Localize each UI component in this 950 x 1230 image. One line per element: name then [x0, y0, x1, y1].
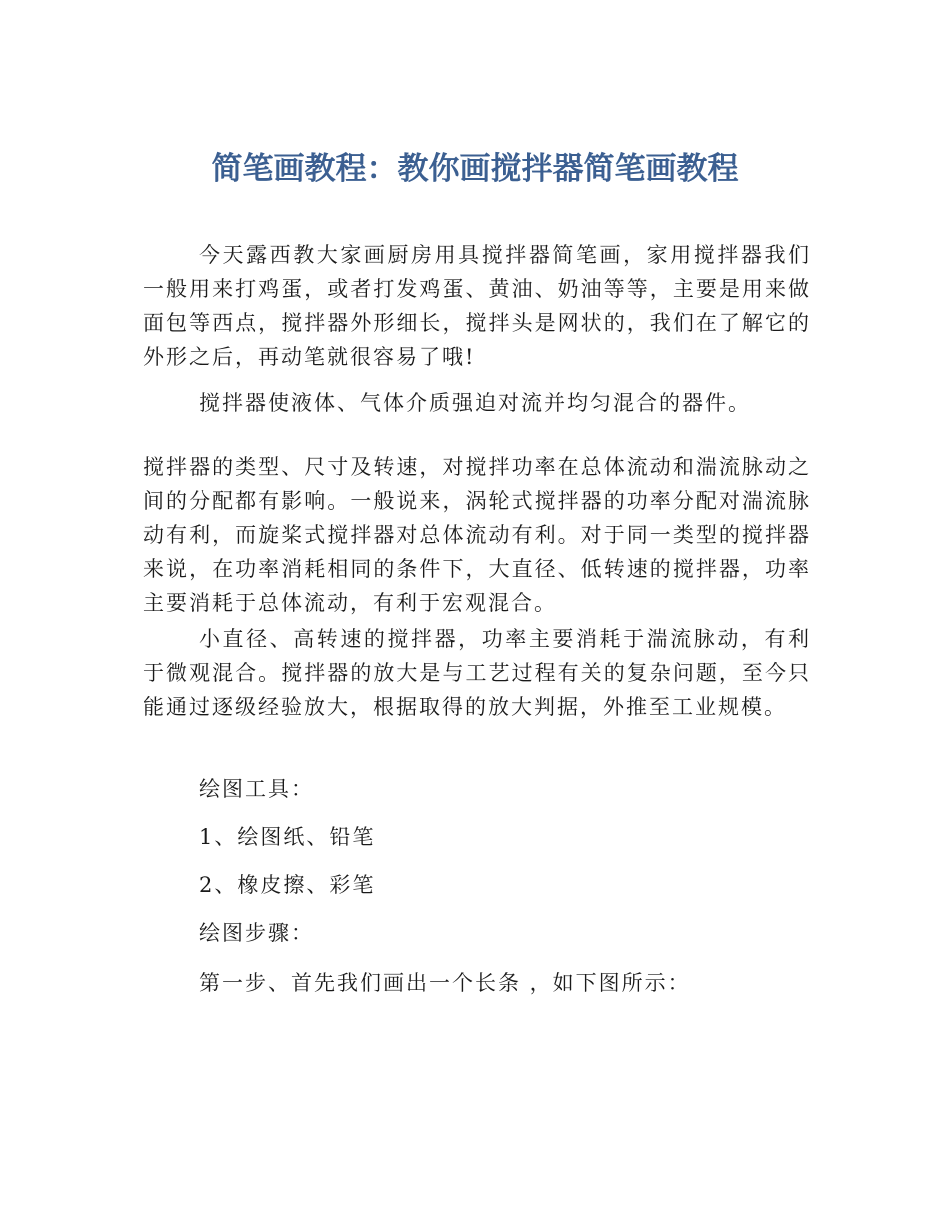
paragraph-steps-heading: 绘图步骤：	[199, 921, 314, 945]
paragraph-step-1: 第一步、首先我们画出一个长条 ，如下图所示：	[199, 971, 691, 995]
paragraph-intro: 今天露西教大家画厨房用具搅拌器简笔画，家用搅拌器我们一般用来打鸡蛋，或者打发鸡蛋、黄油、奶油等等，主要是用来做面包等西点，搅拌器外形细长，搅拌头是网状的，我们在了解它的外形之后，再动笔就很容易了哦!	[143, 243, 811, 369]
paragraph-types: 搅拌器的类型、尺寸及转速，对搅拌功率在总体流动和湍流脉动之间的分配都有影响。一般说来，涡轮式搅拌器的功率分配对湍流脉动有利，而旋桨式搅拌器对总体流动有利。对于同一类型的搅拌器来说，在功率消耗相同的条件下，大直径、低转速的搅拌器，功率主要消耗于总体流动，有利于宏观混合。	[143, 455, 811, 615]
paragraph-tools-heading: 绘图工具：	[199, 777, 314, 801]
list-item-tool-1: 1、绘图纸、铅笔	[199, 825, 376, 849]
page-title: 简笔画教程：教你画搅拌器简笔画教程	[211, 151, 739, 187]
paragraph-scaling: 小直径、高转速的搅拌器，功率主要消耗于湍流脉动，有利于微观混合。搅拌器的放大是与工艺过程有关的复杂问题，至今只能通过逐级经验放大，根据取得的放大判据，外推至工业规模。	[143, 627, 811, 719]
paragraph-definition: 搅拌器使液体、气体介质强迫对流并均匀混合的器件。	[199, 391, 751, 415]
list-item-tool-2: 2、橡皮擦、彩笔	[199, 873, 376, 897]
